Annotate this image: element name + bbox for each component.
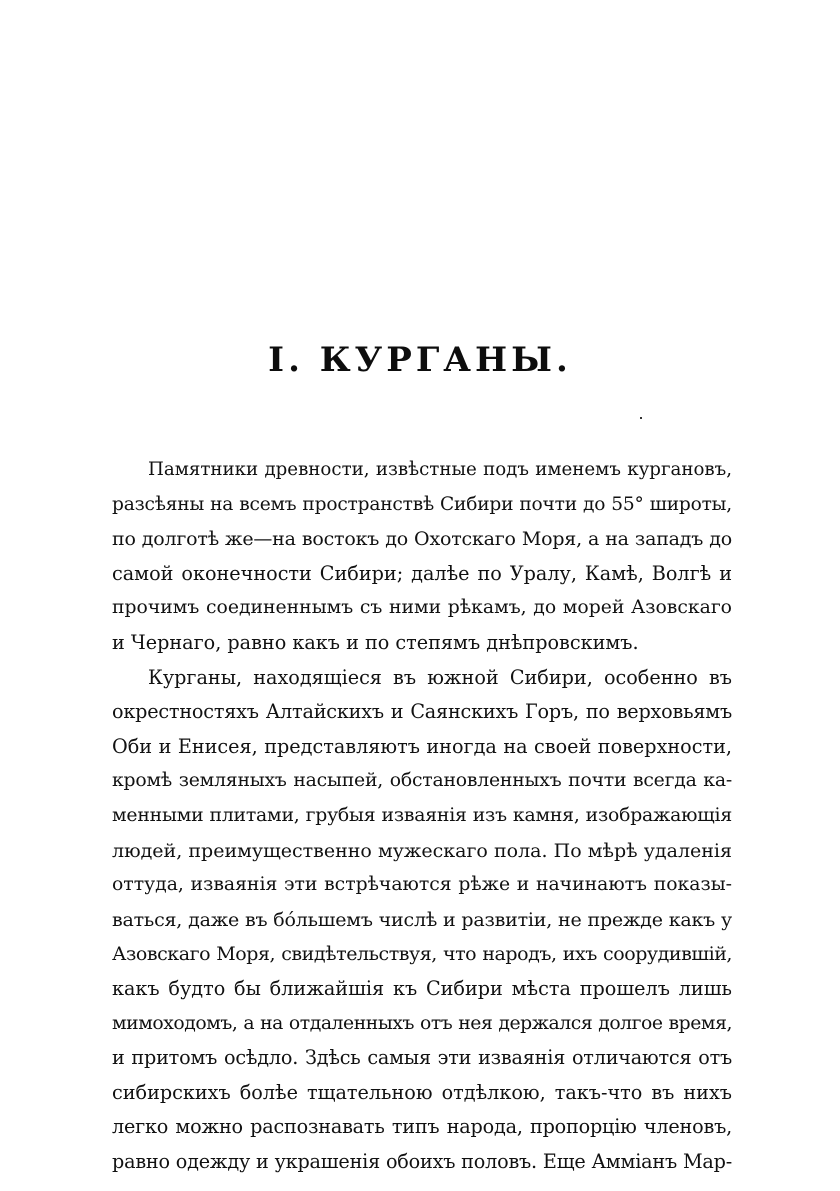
- text-line: и притомъ осѣдло. Здѣсь самыя эти изваянія отличаются отъ: [112, 1046, 732, 1070]
- text-line: легко можно распознавать типъ народа, пропорцію членовъ,: [112, 1115, 732, 1139]
- text-line: какъ будто бы ближайшія къ Сибири мѣста прошелъ лишь: [112, 976, 732, 1000]
- text-line: менными плитами, грубыя изваянія изъ камня, изображающія: [112, 804, 732, 826]
- print-speck: [640, 417, 642, 419]
- text-line: людей, преимущественно мужескаго пола. По мѣрѣ удаленія: [112, 839, 732, 862]
- text-line: окрестностяхъ Алтайскихъ и Саянскихъ Горъ, по верховьямъ: [112, 700, 732, 724]
- text-line: мимоходомъ, а на отдаленныхъ отъ нея держался долгое время,: [112, 1012, 732, 1034]
- text-line: Оби и Енисея, представляютъ иногда на своей поверхности,: [112, 734, 732, 758]
- text-line: самой оконечности Сибири; далѣе по Уралу, Камѣ, Волгѣ и: [112, 561, 732, 585]
- body-text: [112, 453, 732, 1179]
- text-line: равно одежду и украшенія обоихъ половъ. Еще Амміанъ Мар-: [112, 1149, 732, 1173]
- text-line: ваться, даже въ бо́льшемъ числѣ и развитіи, не прежде какъ у: [112, 908, 732, 931]
- text-line: и Чернаго, равно какъ и по степямъ днѣпровскимъ.: [112, 630, 639, 654]
- text-line: кромѣ земляныхъ насыпей, обстановленныхъ почти всегда ка-: [112, 770, 732, 792]
- text-line: оттуда, изваянія эти встрѣчаются рѣже и начинаютъ показы-: [112, 874, 732, 896]
- text-line: Азовскаго Моря, свидѣтельствуя, что народъ, ихъ соорудившій,: [112, 943, 732, 966]
- text-line: сибирскихъ болѣе тщательною отдѣлкою, такъ-что въ нихъ: [112, 1080, 732, 1104]
- text-line: разсѣяны на всемъ пространствѣ Сибири почти до 55° широты,: [112, 493, 732, 515]
- chapter-heading: I. КУРГАНЫ.: [268, 340, 572, 380]
- text-line: по долготѣ же—на востокъ до Охотскаго Моря, а на западъ до: [112, 528, 732, 551]
- text-line: Курганы, находящіеся въ южной Сибири, особенно въ: [148, 665, 732, 689]
- text-line: Памятники древности, извѣстные подъ именемъ кургановъ,: [148, 459, 732, 480]
- text-line: прочимъ соединеннымъ съ ними рѣкамъ, до морей Азовскаго: [112, 597, 732, 619]
